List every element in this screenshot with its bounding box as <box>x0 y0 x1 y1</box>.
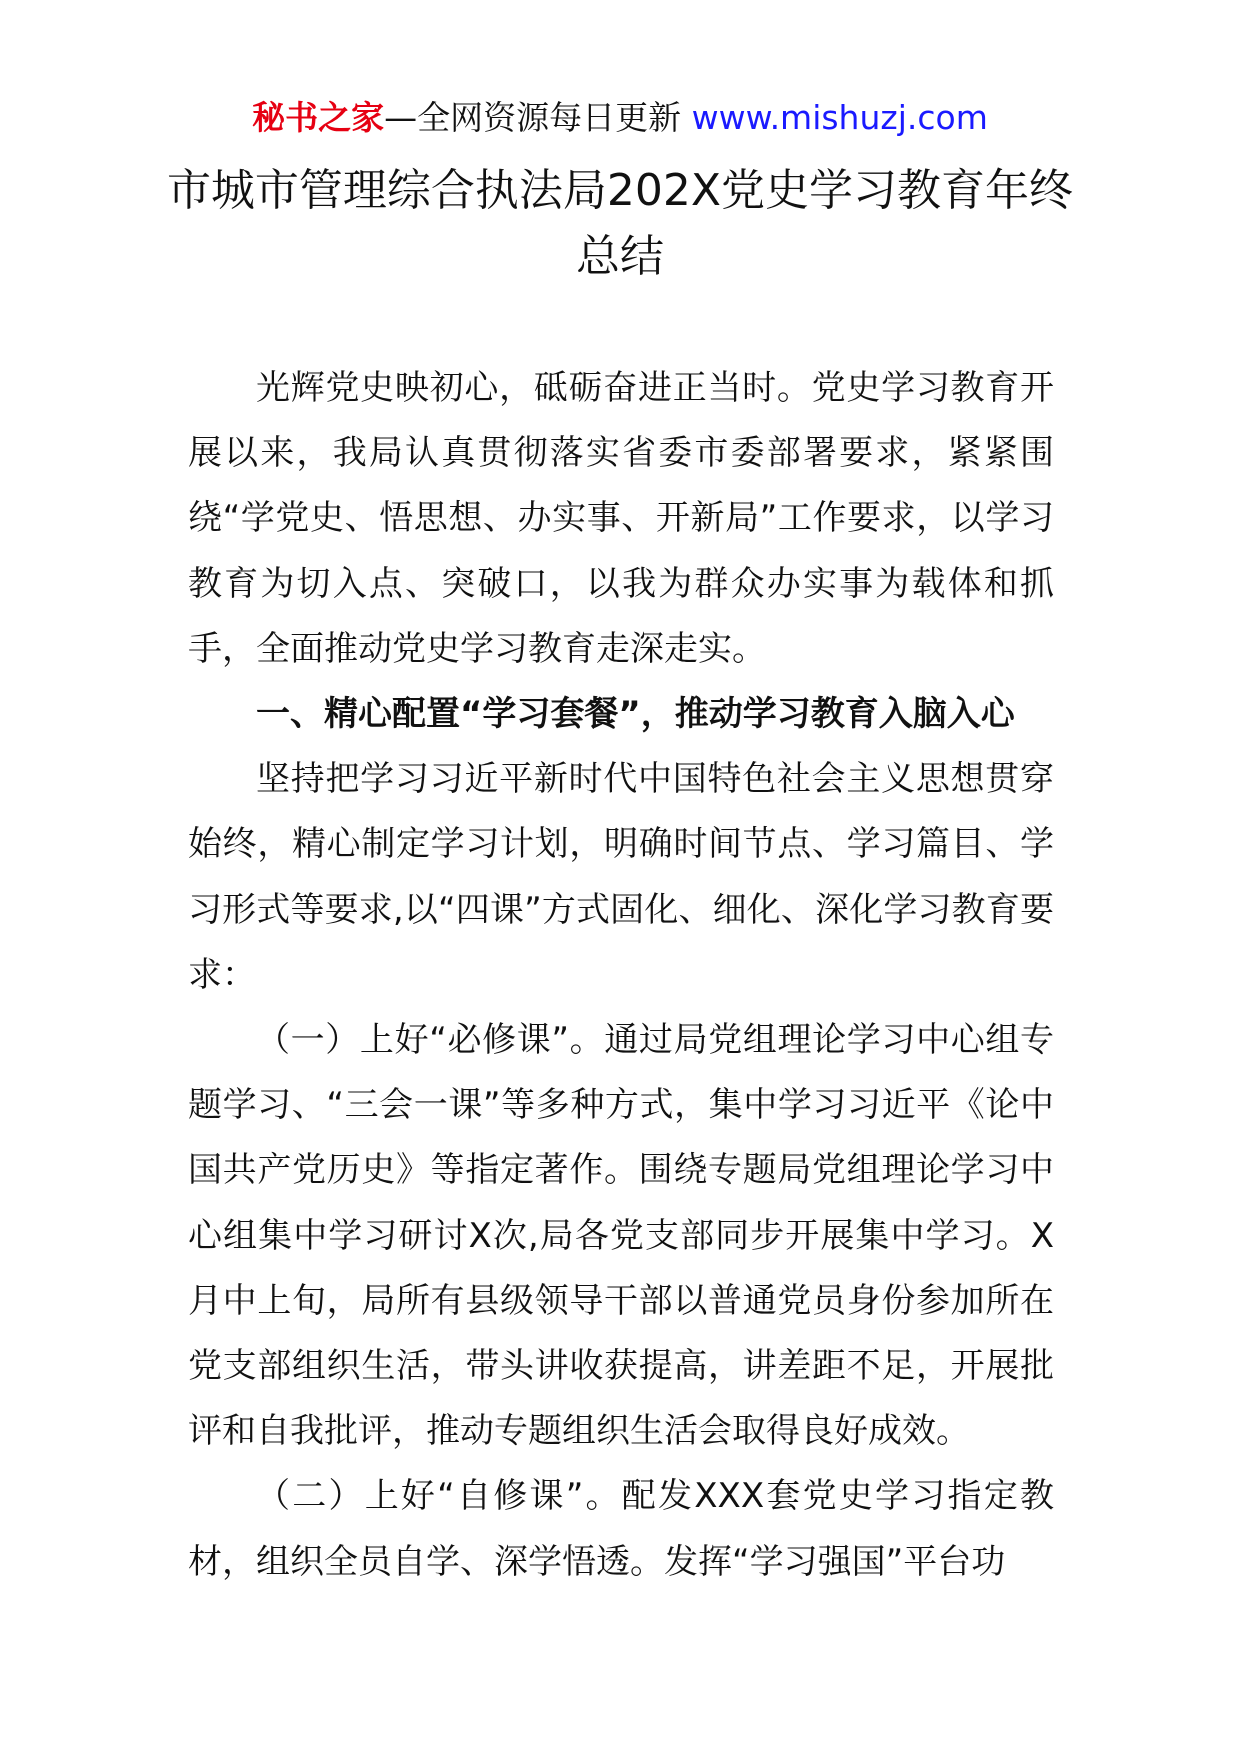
site-url[interactable]: www.mishuzj.com <box>691 98 988 137</box>
body-paragraph: 坚持把学习习近平新时代中国特色社会主义思想贯穿始终，精心制定学习计划，明确时间节点、学习篇目、学习形式等要求,以“四课”方式固化、细化、深化学习教育要求： <box>188 759 1054 995</box>
section-heading: 一、精心配置“学习套餐”，推动学习教育入脑入心 <box>256 694 1015 735</box>
header-slogan: —全网资源每日更新 <box>384 98 682 137</box>
document-title: 市城市管理综合执法局202X党史学习教育年终总结 <box>166 165 1074 282</box>
body-paragraph: （二）上好“自修课”。配发XXX套党史学习指定教材，组织全员自学、深学悟透。发挥“学习强国”平台功 <box>188 1476 1054 1582</box>
intro-paragraph: 光辉党史映初心，砥砺奋进正当时。党史学习教育开展以来，我局认真贯彻落实省委市委部署要求，紧紧围绕“学党史、悟思想、办实事、开新局”工作要求，以学习教育为切入点、突破口，以我为群众办实事为载体和抓手，全面推动党史学习教育走深走实。 <box>188 368 1054 669</box>
body-paragraph: （一）上好“必修课”。通过局党组理论学习中心组专题学习、“三会一课”等多种方式，集中学习习近平《论中国共产党历史》等指定著作。围绕专题局党组理论学习中心组集中学习研讨X次,局各党支部同步开展集中学习。X月中上旬，局所有县级领导干部以普通党员身份参加所在党支部组织生活，带头讲收获提高，讲差距不足，开展批评和自我批评，推动专题组织生活会取得良好成效。 <box>188 1020 1054 1452</box>
site-header <box>0 96 1240 140</box>
document-body <box>188 356 1054 1595</box>
brand-name: 秘书之家 <box>252 98 385 137</box>
